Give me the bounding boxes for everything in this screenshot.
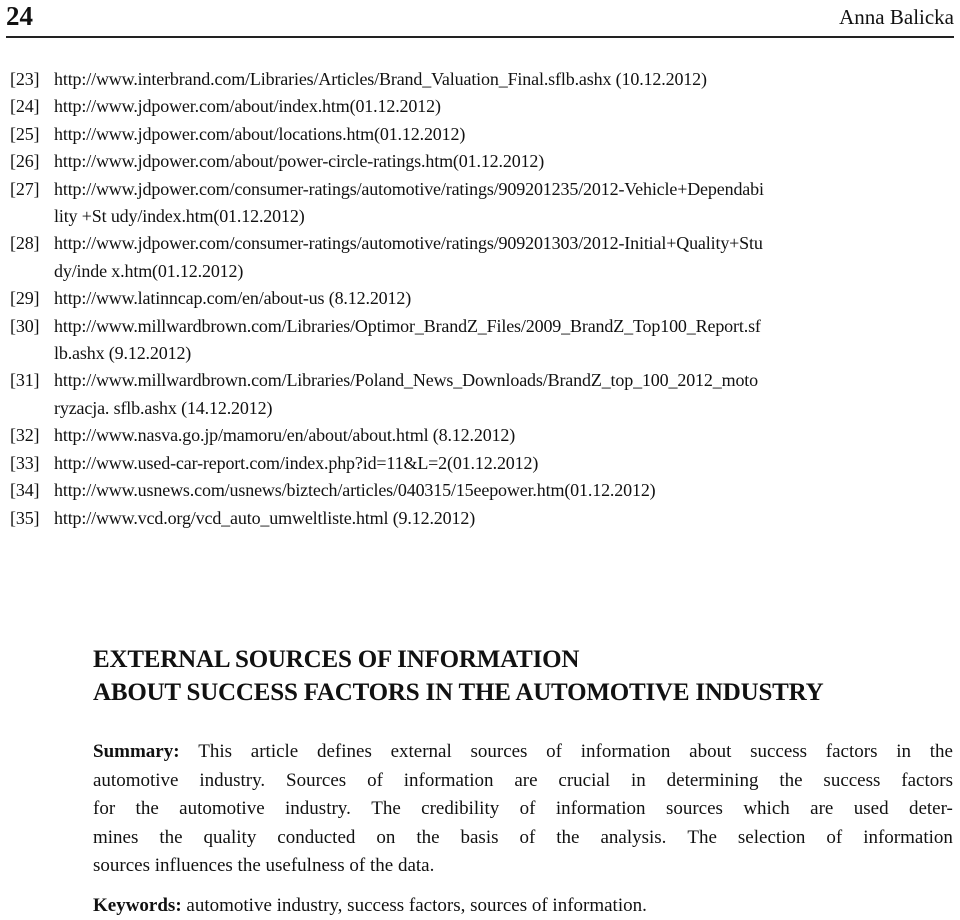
summary-word: industry.: [285, 798, 351, 819]
article-title: [93, 643, 953, 709]
reference-item: [10, 230, 954, 285]
summary-word: which: [743, 798, 790, 819]
summary-line: [93, 795, 953, 824]
summary-word: in: [630, 769, 646, 791]
summary-word: for: [93, 798, 116, 819]
reference-number: [24]: [10, 96, 40, 117]
summary-paragraph: [93, 738, 953, 881]
reference-number: [29]: [10, 288, 40, 309]
summary-word: information: [863, 826, 953, 848]
summary-word: factors: [901, 769, 953, 791]
summary-word: success: [823, 769, 881, 791]
title-line-2: ABOUT SUCCESS FACTORS IN THE AUTOMOTIVE INDUSTRY: [93, 679, 824, 706]
summary-word: the: [929, 741, 953, 762]
summary-word: Sources: [286, 769, 347, 791]
reference-number: [31]: [10, 370, 40, 391]
summary-word: quality: [203, 826, 257, 848]
summary-word: are: [810, 798, 834, 819]
summary-word: selection: [737, 826, 806, 848]
reference-url-line[interactable]: http://www.interbrand.com/Libraries/Articles/Brand_Valuation_Final.sflb.ashx (10.12.2012): [54, 69, 707, 89]
summary-word: determining: [666, 769, 759, 791]
keywords-label: Keywords:: [93, 895, 182, 916]
summary-word: the: [135, 798, 159, 819]
summary-word: information: [403, 769, 494, 791]
summary-word: The: [371, 798, 401, 819]
summary-word: analysis.: [600, 826, 667, 848]
reference-url-line[interactable]: http://www.usnews.com/usnews/biztech/articles/040315/15eepower.htm(01.12.2012): [54, 480, 656, 501]
keywords-text: automotive industry, success factors, sources of information.: [186, 895, 647, 916]
summary-word: The: [687, 826, 717, 848]
reference-item: [10, 148, 954, 175]
reference-item: [10, 66, 954, 93]
reference-item: [10, 121, 954, 148]
reference-number: [25]: [10, 123, 40, 144]
reference-url-line[interactable]: http://www.jdpower.com/consumer-ratings/automotive/ratings/909201235/2012-Vehicle+Dependabi: [54, 178, 764, 199]
summary-word: sources: [665, 798, 723, 819]
reference-url-line[interactable]: http://www.jdpower.com/about/index.htm(01.12.2012): [54, 96, 441, 117]
summary-label: Summary:: [93, 741, 180, 762]
reference-item: [10, 450, 954, 477]
summary-word: automotive: [93, 769, 179, 791]
summary-word: the: [779, 769, 803, 791]
page-number: 24: [6, 1, 33, 31]
reference-url-line[interactable]: http://www.jdpower.com/about/power-circle-ratings.htm(01.12.2012): [54, 151, 545, 172]
summary-line: [93, 767, 953, 796]
reference-url-line[interactable]: http://www.jdpower.com/about/locations.htm(01.12.2012): [54, 123, 466, 144]
page-header: [6, 0, 954, 38]
summary-word: the: [159, 826, 183, 848]
reference-url-line[interactable]: http://www.used-car-report.com/index.php?id=11&L=2(01.12.2012): [54, 452, 539, 473]
reference-item: [10, 285, 954, 312]
summary-word: are: [514, 769, 538, 791]
summary-line: [93, 852, 953, 881]
reference-url-line[interactable]: http://www.millwardbrown.com/Libraries/Optimor_BrandZ_Files/2009_BrandZ_Top100_Report.sf: [54, 315, 761, 336]
summary-word: automotive: [179, 798, 265, 819]
reference-url-line[interactable]: ryzacja. sflb.ashx (14.12.2012): [54, 397, 273, 418]
reference-number: [32]: [10, 425, 40, 446]
summary-word: mines: [93, 826, 139, 848]
summary-word: on: [376, 826, 396, 848]
summary-word: crucial: [558, 769, 611, 791]
reference-list: [10, 66, 954, 532]
summary-word: used: [853, 798, 889, 819]
reference-item: [10, 505, 954, 532]
reference-number: [27]: [10, 178, 40, 199]
summary-word: the: [416, 826, 440, 848]
reference-url-line[interactable]: lb.ashx (9.12.2012): [54, 343, 192, 364]
summary-word: deter-: [908, 798, 953, 819]
summary-word: information: [580, 741, 671, 762]
summary-line: [93, 824, 953, 853]
reference-url-line[interactable]: http://www.vcd.org/vcd_auto_umweltliste.html (9.12.2012): [54, 507, 476, 528]
reference-item: [10, 93, 954, 120]
summary-word: about: [689, 741, 732, 762]
summary-word: of: [519, 826, 536, 848]
keywords-line: [93, 893, 953, 919]
summary-word: basis: [460, 826, 499, 848]
summary-word: success: [750, 741, 808, 762]
summary-word: article: [250, 741, 299, 762]
summary-last-line-text: sources influences the usefulness of the data.: [93, 855, 435, 876]
reference-number: [23]: [10, 69, 40, 89]
summary-word: defines: [316, 741, 372, 762]
summary-word: of: [546, 741, 562, 762]
reference-item: [10, 477, 954, 504]
summary-word: external: [390, 741, 452, 762]
summary-word: of: [826, 826, 843, 848]
reference-item: [10, 176, 954, 231]
summary-word: the: [556, 826, 580, 848]
reference-url-line[interactable]: lity +St udy/index.htm(01.12.2012): [54, 206, 305, 227]
reference-url-line[interactable]: dy/inde x.htm(01.12.2012): [54, 260, 244, 281]
reference-number: [30]: [10, 315, 40, 336]
reference-number: [28]: [10, 233, 40, 254]
reference-item: [10, 367, 954, 422]
summary-word: This: [198, 741, 233, 762]
summary-word: credibility: [421, 798, 500, 819]
reference-number: [35]: [10, 507, 40, 528]
reference-url-line[interactable]: http://www.jdpower.com/consumer-ratings/automotive/ratings/909201303/2012-Initial+Quality+Stu: [54, 233, 763, 254]
summary-word: conducted: [277, 826, 356, 848]
title-line-1: EXTERNAL SOURCES OF INFORMATION: [93, 646, 580, 673]
reference-url-line[interactable]: http://www.nasva.go.jp/mamoru/en/about/about.html (8.12.2012): [54, 425, 516, 446]
reference-number: [26]: [10, 151, 40, 172]
summary-word: sources: [470, 741, 528, 762]
running-head-author: Anna Balicka: [839, 5, 954, 29]
reference-url-line[interactable]: http://www.latinncap.com/en/about-us (8.12.2012): [54, 288, 412, 309]
reference-item: [10, 313, 954, 368]
summary-line: [93, 738, 953, 767]
summary-word: of: [519, 798, 536, 819]
reference-number: [34]: [10, 480, 40, 501]
summary-word: information: [555, 798, 646, 819]
reference-number: [33]: [10, 452, 40, 473]
summary-word: factors: [825, 741, 878, 762]
summary-word: industry.: [199, 769, 266, 791]
reference-item: [10, 422, 954, 449]
summary-word: of: [367, 769, 383, 791]
summary-word: in: [896, 741, 911, 762]
reference-url-line[interactable]: http://www.millwardbrown.com/Libraries/Poland_News_Downloads/BrandZ_top_100_2012_moto: [54, 370, 758, 391]
